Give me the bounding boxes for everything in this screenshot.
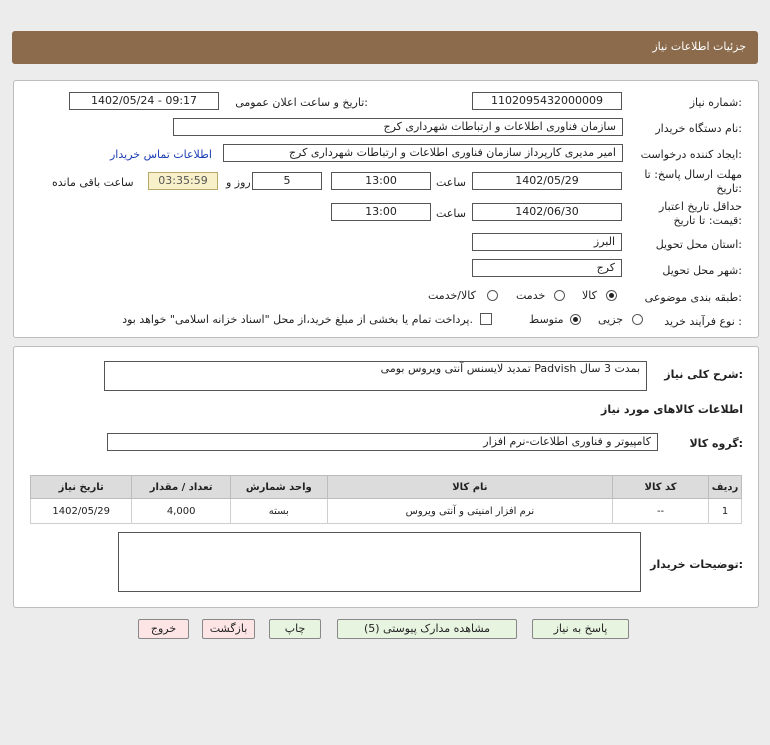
col-code: کد کالا bbox=[613, 476, 709, 499]
cell-unit: بسته bbox=[230, 499, 327, 524]
buyer-org-label: نام دستگاه خریدار: bbox=[655, 122, 742, 135]
col-name: نام کالا bbox=[327, 476, 612, 499]
creator-label: ایجاد کننده درخواست: bbox=[640, 148, 742, 161]
category-label: طبقه بندی موضوعی: bbox=[644, 291, 742, 304]
col-row: ردیف bbox=[709, 476, 742, 499]
treasury-payment-note: پرداخت تمام یا بخشی از مبلغ خرید،از محل "اسناد خزانه اسلامی" خواهد بود. bbox=[122, 313, 473, 326]
validity-date-field: 1402/06/30 bbox=[472, 203, 622, 221]
validity-time-label: ساعت bbox=[436, 207, 466, 220]
buyer-contact-link[interactable]: اطلاعات تماس خریدار bbox=[110, 148, 212, 161]
page-title: جزئیات اطلاعات نیاز bbox=[652, 40, 746, 53]
goods-group-field: کامپیوتر و فناوری اطلاعات-نرم افزار bbox=[107, 433, 658, 451]
process-radio-minor[interactable] bbox=[632, 314, 643, 325]
days-label: روز و bbox=[226, 176, 251, 189]
city-label: شهر محل تحویل: bbox=[662, 264, 742, 277]
validity-label-date: قیمت: تا تاریخ: bbox=[673, 214, 742, 227]
province-field: البرز bbox=[472, 233, 622, 251]
remaining-label: ساعت باقی مانده bbox=[52, 176, 134, 189]
page-header bbox=[12, 31, 758, 64]
goods-table bbox=[30, 475, 742, 524]
description-label: شرح کلی نیاز: bbox=[664, 368, 743, 381]
print-button[interactable]: چاپ bbox=[269, 619, 321, 639]
category-goods-service-label: کالا/خدمت bbox=[428, 289, 476, 302]
cell-row: 1 bbox=[709, 499, 742, 524]
city-field: کرج bbox=[472, 259, 622, 277]
reply-deadline-label: مهلت ارسال پاسخ: تا bbox=[644, 168, 742, 181]
category-radio-goods-service[interactable] bbox=[487, 290, 498, 301]
reply-time-label: ساعت bbox=[436, 176, 466, 189]
cell-code: -- bbox=[613, 499, 709, 524]
col-unit: واحد شمارش bbox=[230, 476, 327, 499]
validity-time-field: 13:00 bbox=[331, 203, 431, 221]
announce-label: تاریخ و ساعت اعلان عمومی: bbox=[235, 96, 368, 109]
category-service-label: خدمت bbox=[516, 289, 546, 302]
cell-name: نرم افزار امنیتی و آنتی ویروس bbox=[327, 499, 612, 524]
buyer-notes-label: توضیحات خریدار: bbox=[650, 558, 743, 571]
process-minor-label: جزیی bbox=[598, 313, 624, 326]
category-goods-label: کالا bbox=[582, 289, 597, 302]
view-documents-button[interactable]: مشاهده مدارک پیوستی (5) bbox=[337, 619, 517, 639]
province-label: استان محل تحویل: bbox=[655, 238, 742, 251]
cell-quantity: 4,000 bbox=[132, 499, 230, 524]
treasury-payment-checkbox[interactable] bbox=[480, 313, 492, 325]
process-medium-label: متوسط bbox=[529, 313, 564, 326]
cell-date: 1402/05/29 bbox=[31, 499, 132, 524]
announce-field: 1402/05/24 - 09:17 bbox=[69, 92, 219, 110]
col-date: تاریخ نیاز bbox=[31, 476, 132, 499]
reply-time-field: 13:00 bbox=[331, 172, 431, 190]
exit-button[interactable]: خروج bbox=[138, 619, 189, 639]
description-field: تمدید لایسنس آنتی ویروس بومی Padvish بمدت 3 سال bbox=[104, 361, 647, 391]
buyer-org-field: سازمان فناوری اطلاعات و ارتباطات شهرداری کرج bbox=[173, 118, 623, 136]
reply-date-field: 1402/05/29 bbox=[472, 172, 622, 190]
category-radio-goods[interactable] bbox=[606, 290, 617, 301]
buyer-notes-field bbox=[118, 532, 641, 592]
need-number-label: شماره نیاز: bbox=[689, 96, 742, 109]
goods-info-title: اطلاعات کالاهای مورد نیاز bbox=[601, 403, 743, 416]
process-radio-medium[interactable] bbox=[570, 314, 581, 325]
need-number-field: 1102095432000009 bbox=[472, 92, 622, 110]
reply-deadline-label-date: تاریخ: bbox=[716, 182, 742, 195]
remaining-timer: 03:35:59 bbox=[148, 172, 218, 190]
back-button[interactable]: بازگشت bbox=[202, 619, 255, 639]
validity-label: حداقل تاریخ اعتبار bbox=[658, 200, 742, 213]
reply-button[interactable]: پاسخ به نیاز bbox=[532, 619, 629, 639]
goods-table-header bbox=[31, 476, 742, 499]
process-label: نوع فرآیند خرید : bbox=[664, 315, 742, 328]
table-row bbox=[31, 499, 742, 524]
days-field: 5 bbox=[252, 172, 322, 190]
col-quantity: تعداد / مقدار bbox=[132, 476, 230, 499]
goods-group-label: گروه کالا: bbox=[689, 437, 743, 450]
creator-field: امیر مدیری کارپرداز سازمان فناوری اطلاعات و ارتباطات شهرداری کرج bbox=[223, 144, 623, 162]
category-radio-service[interactable] bbox=[554, 290, 565, 301]
